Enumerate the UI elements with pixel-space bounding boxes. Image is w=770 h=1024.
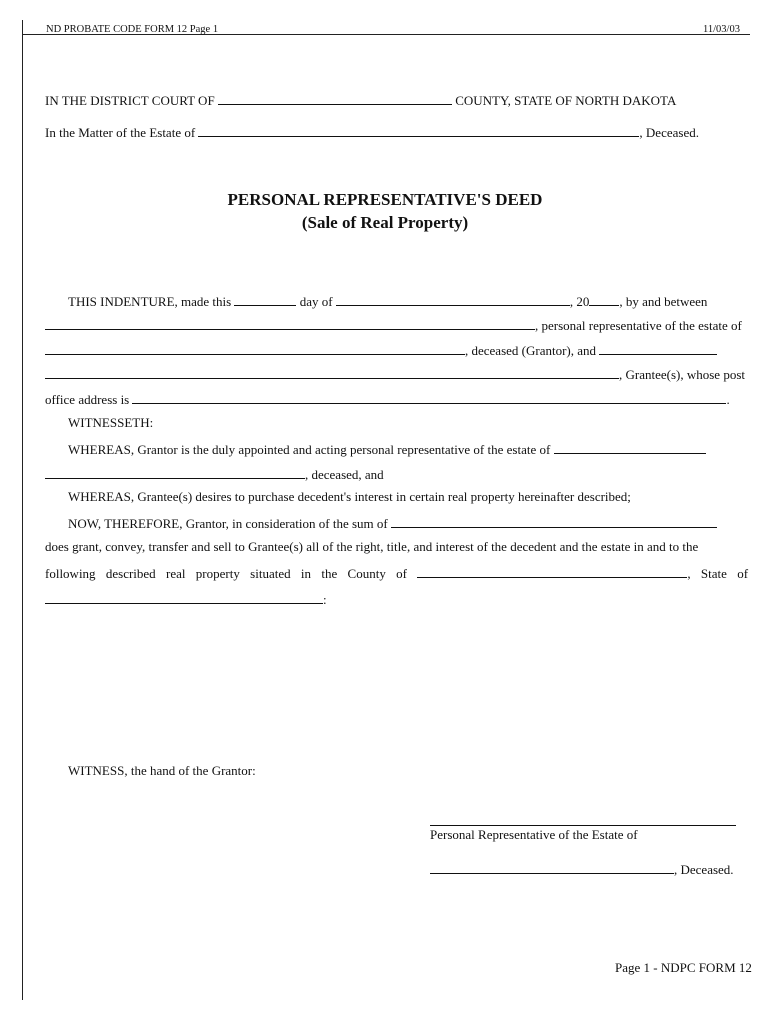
office-address-field[interactable] (132, 390, 726, 404)
document-subtitle: (Sale of Real Property) (301, 213, 469, 232)
year-prefix-text: , 20 (569, 294, 590, 309)
indenture-line (68, 292, 707, 310)
court-prefix: IN THE DISTRICT COURT OF (45, 93, 215, 108)
word: described (105, 566, 156, 581)
word: real (166, 566, 186, 581)
deceased-and-text: , deceased, and (305, 467, 384, 482)
pr-line (45, 316, 742, 334)
personal-representative-field[interactable] (45, 316, 535, 330)
grantee-post-text: , Grantee(s), whose post (619, 367, 745, 382)
signature-deceased-text: , Deceased. (674, 862, 734, 877)
decedent-field[interactable] (45, 341, 465, 355)
now-therefore-line (68, 514, 717, 532)
month-field[interactable] (336, 292, 570, 306)
left-margin-rule (22, 20, 23, 1000)
word: of (396, 566, 407, 581)
word: of (737, 566, 749, 581)
indenture-text: THIS INDENTURE, made this (68, 294, 232, 309)
grantor-line (45, 341, 717, 359)
now-therefore-text: NOW, THEREFORE, Grantor, in consideration of the sum of (68, 516, 388, 531)
grantee-line (45, 365, 745, 383)
grantee-name-field-1[interactable] (599, 341, 717, 355)
form-date-header: 11/03/03 (703, 24, 740, 35)
deceased-grantor-text: , deceased (Grantor), and (465, 343, 597, 358)
year-field[interactable] (589, 292, 619, 306)
estate-of-field[interactable] (554, 440, 706, 454)
form-id-header: ND PROBATE CODE FORM 12 Page 1 (46, 24, 219, 35)
matter-prefix: In the Matter of the Estate of (45, 125, 196, 140)
grantor-signature-line[interactable] (430, 824, 736, 826)
pr-estate-text: , personal representative of the estate of (535, 318, 742, 333)
by-and-between-text: , by and between (619, 294, 708, 309)
witnesseth: WITNESSETH: (68, 415, 154, 430)
court-line (45, 91, 676, 109)
matter-suffix: , Deceased. (639, 125, 699, 140)
grant-line: does grant, convey, transfer and sell to Grantee(s) all of the right, title, and interest of the decedent and the estate in and to the (45, 539, 699, 554)
word: , State (687, 566, 727, 581)
day-of-text: day of (299, 294, 333, 309)
word: following (45, 566, 96, 581)
office-address-text: office address is (45, 392, 130, 407)
witness-text: WITNESS, the hand of the Grantor: (68, 763, 256, 778)
period-text: . (726, 392, 730, 407)
whereas-line-1 (68, 440, 706, 458)
whereas-line-2: WHEREAS, Grantee(s) desires to purchase decedent's interest in certain real property hereinafter described; (68, 489, 631, 504)
property-state-field[interactable] (45, 590, 323, 604)
word: the (321, 566, 338, 581)
following-line (45, 564, 748, 582)
decedent-name-field[interactable] (198, 123, 639, 137)
county-name-field[interactable] (218, 91, 452, 105)
word: County (347, 566, 386, 581)
word: property (195, 566, 240, 581)
office-address-line (45, 390, 730, 408)
word: in (300, 566, 312, 581)
deceased-and-line (45, 465, 384, 483)
day-field[interactable] (234, 292, 296, 306)
colon-text: : (323, 592, 327, 607)
grantee-name-field-2[interactable] (45, 365, 619, 379)
court-suffix: COUNTY, STATE OF NORTH DAKOTA (455, 93, 677, 108)
page-footer: Page 1 - NDPC FORM 12 (615, 960, 752, 975)
property-county-field[interactable] (417, 564, 687, 578)
word: situated (250, 566, 291, 581)
signature-deceased-line (430, 860, 734, 878)
pr-signature-label: Personal Representative of the Estate of (430, 827, 638, 842)
consideration-sum-field[interactable] (391, 514, 717, 528)
whereas-1-text: WHEREAS, Grantor is the duly appointed and acting personal representative of the estate of (68, 442, 551, 457)
estate-matter-line (45, 123, 699, 141)
state-line (45, 590, 327, 608)
estate-decedent-field[interactable] (45, 465, 305, 479)
document-title: PERSONAL REPRESENTATIVE'S DEED (227, 190, 543, 209)
signature-decedent-field[interactable] (430, 860, 674, 874)
